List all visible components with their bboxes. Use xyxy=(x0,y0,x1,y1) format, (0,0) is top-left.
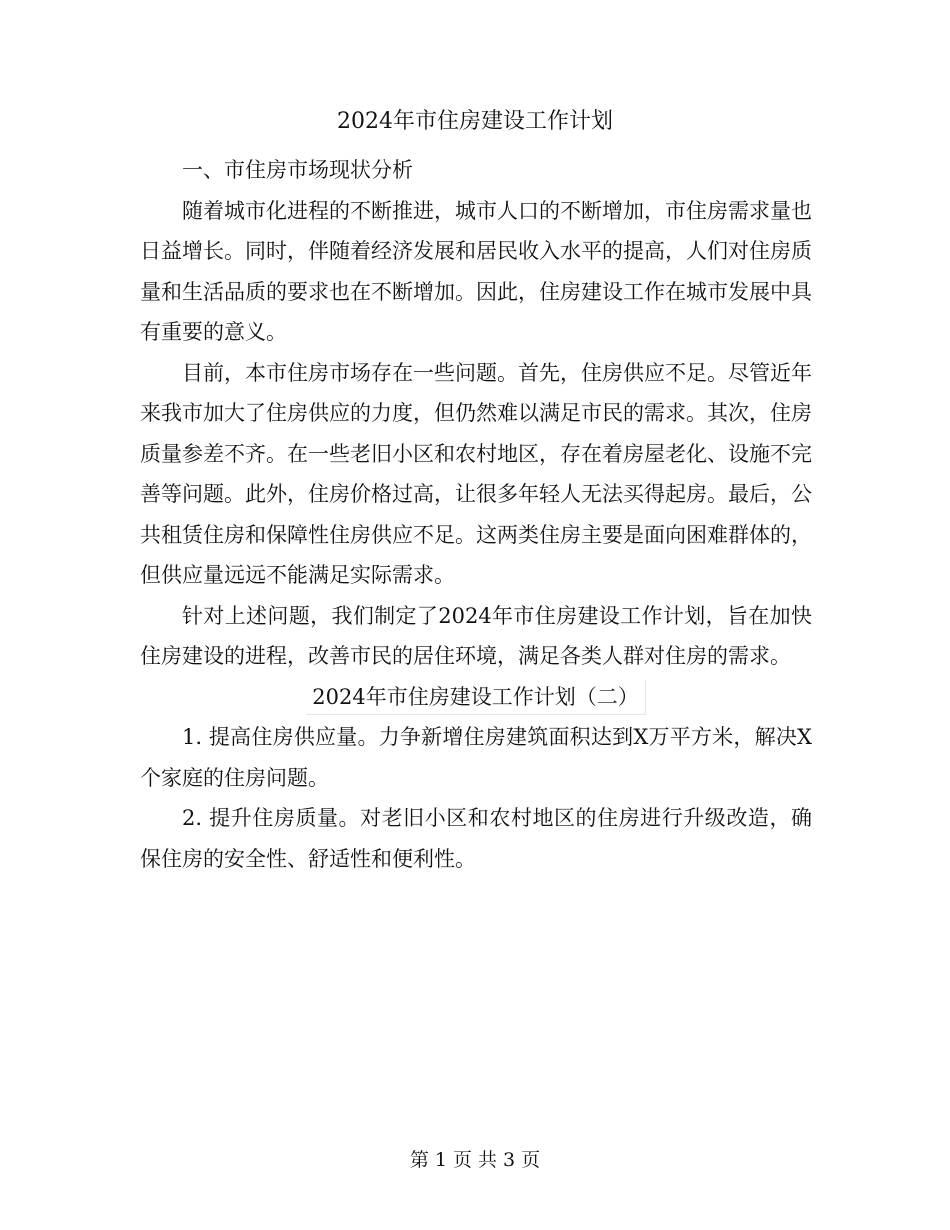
list-item: 2. 提升住房质量。对老旧小区和农村地区的住房进行升级改造，确保住房的安全性、舒适性和便利性。 xyxy=(140,806,812,871)
page-number-footer: 第 1 页 共 3 页 xyxy=(409,1149,541,1171)
section-heading: 一、市住房市场现状分析 xyxy=(182,158,413,182)
document-body xyxy=(140,150,812,879)
paragraph: 目前，本市住房市场存在一些问题。首先，住房供应不足。尽管近年来我市加大了住房供应的力度，但仍然难以满足市民的需求。其次，住房质量参差不齐。在一些老旧小区和农村地区，存在着房屋老化、设施不完善等问题。此外，住房价格过高，让很多年轻人无法买得起房。最后，公共租赁住房和保障性住房供应不足。这两类住房主要是面向困难群体的，但供应量远远不能满足实际需求。 xyxy=(140,360,812,587)
document-title: 2024年市住房建设工作计划 xyxy=(337,109,613,134)
paragraph: 随着城市化进程的不断推进，城市人口的不断增加，市住房需求量也日益增长。同时，伴随着经济发展和居民收入水平的提高，人们对住房质量和生活品质的要求也在不断增加。因此，住房建设工作在城市发展中具有重要的意义。 xyxy=(140,198,812,344)
subtitle-wrapper xyxy=(140,677,812,718)
document-subtitle: 2024年市住房建设工作计划（二） xyxy=(306,680,645,715)
paragraph: 针对上述问题，我们制定了2024年市住房建设工作计划，旨在加快住房建设的进程，改善市民的居住环境，满足各类人群对住房的需求。 xyxy=(140,603,812,668)
list-item: 1. 提高住房供应量。力争新增住房建筑面积达到X万平方米，解决X个家庭的住房问题。 xyxy=(140,725,812,790)
